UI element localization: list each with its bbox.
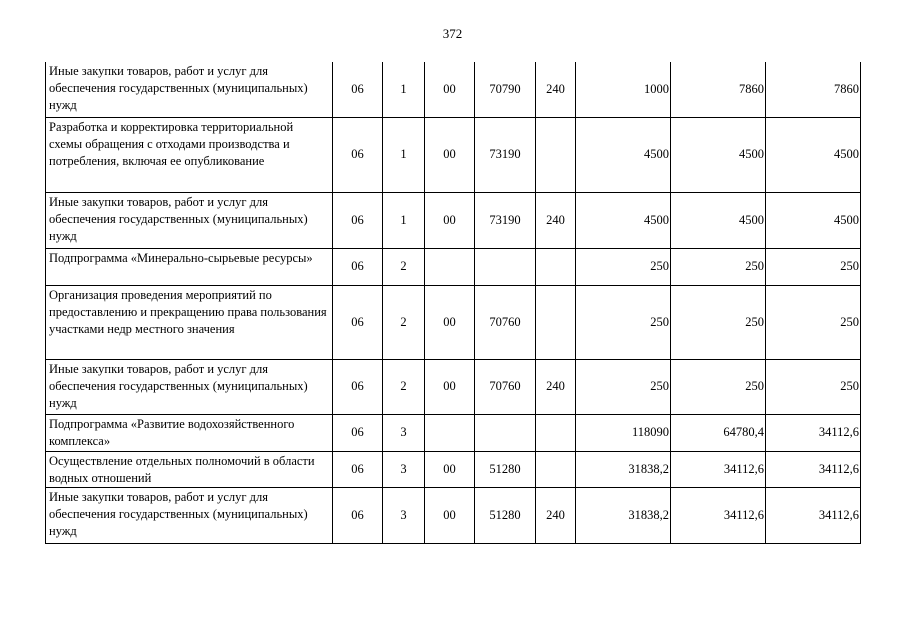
row-name: Иные закупки товаров, работ и услуг для обеспечения государственных (муниципальных) нужд <box>46 192 333 248</box>
sum-year-2: 250 <box>671 285 766 359</box>
subsection-code: 3 <box>383 414 425 451</box>
target-code <box>475 414 536 451</box>
sum-year-1: 250 <box>576 248 671 285</box>
subsection-code: 3 <box>383 451 425 487</box>
row-name: Иные закупки товаров, работ и услуг для обеспечения государственных (муниципальных) нужд <box>46 359 333 414</box>
table-row <box>46 285 861 359</box>
expense-type-code <box>536 248 576 285</box>
table-row <box>46 487 861 543</box>
target-code: 73190 <box>475 117 536 192</box>
sum-year-3: 4500 <box>766 117 861 192</box>
sum-year-2: 7860 <box>671 62 766 117</box>
section-code: 06 <box>333 451 383 487</box>
program-code: 00 <box>425 285 475 359</box>
sum-year-3: 7860 <box>766 62 861 117</box>
target-code: 70760 <box>475 359 536 414</box>
expense-type-code: 240 <box>536 359 576 414</box>
expense-type-code <box>536 451 576 487</box>
section-code: 06 <box>333 414 383 451</box>
target-code <box>475 248 536 285</box>
sum-year-2: 34112,6 <box>671 451 766 487</box>
row-name: Подпрограмма «Минерально-сырьевые ресурсы» <box>46 248 333 285</box>
table-row <box>46 62 861 117</box>
sum-year-2: 250 <box>671 359 766 414</box>
sum-year-1: 4500 <box>576 117 671 192</box>
expense-type-code: 240 <box>536 487 576 543</box>
target-code: 70790 <box>475 62 536 117</box>
page-number: 372 <box>442 26 463 41</box>
sum-year-1: 250 <box>576 359 671 414</box>
subsection-code: 3 <box>383 487 425 543</box>
sum-year-1: 31838,2 <box>576 487 671 543</box>
program-code: 00 <box>425 451 475 487</box>
program-code: 00 <box>425 117 475 192</box>
sum-year-1: 118090 <box>576 414 671 451</box>
row-name: Иные закупки товаров, работ и услуг для обеспечения государственных (муниципальных) нужд <box>46 62 333 117</box>
target-code: 73190 <box>475 192 536 248</box>
table-row <box>46 414 861 451</box>
sum-year-2: 4500 <box>671 192 766 248</box>
expense-type-code <box>536 285 576 359</box>
program-code <box>425 414 475 451</box>
row-name: Подпрограмма «Развитие водохозяйственного комплекса» <box>46 414 333 451</box>
section-code: 06 <box>333 192 383 248</box>
table-row <box>46 117 861 192</box>
subsection-code: 2 <box>383 359 425 414</box>
sum-year-1: 1000 <box>576 62 671 117</box>
subsection-code: 1 <box>383 192 425 248</box>
sum-year-1: 4500 <box>576 192 671 248</box>
row-name: Организация проведения мероприятий по предоставлению и прекращению права пользования участками недр местного значения <box>46 285 333 359</box>
sum-year-3: 250 <box>766 248 861 285</box>
row-name: Иные закупки товаров, работ и услуг для обеспечения государственных (муниципальных) нужд <box>46 487 333 543</box>
expense-type-code: 240 <box>536 192 576 248</box>
sum-year-3: 34112,6 <box>766 451 861 487</box>
row-name: Разработка и корректировка территориальной схемы обращения с отходами производства и потребления, включая ее опубликование <box>46 117 333 192</box>
section-code: 06 <box>333 117 383 192</box>
sum-year-1: 250 <box>576 285 671 359</box>
program-code: 00 <box>425 359 475 414</box>
table-row <box>46 192 861 248</box>
table-row <box>46 451 861 487</box>
section-code: 06 <box>333 359 383 414</box>
subsection-code: 1 <box>383 62 425 117</box>
program-code <box>425 248 475 285</box>
row-name: Осуществление отдельных полномочий в области водных отношений <box>46 451 333 487</box>
subsection-code: 2 <box>383 285 425 359</box>
sum-year-3: 250 <box>766 359 861 414</box>
subsection-code: 2 <box>383 248 425 285</box>
sum-year-3: 34112,6 <box>766 487 861 543</box>
sum-year-3: 250 <box>766 285 861 359</box>
section-code: 06 <box>333 62 383 117</box>
expense-type-code: 240 <box>536 62 576 117</box>
sum-year-2: 250 <box>671 248 766 285</box>
budget-table <box>45 62 861 544</box>
subsection-code: 1 <box>383 117 425 192</box>
section-code: 06 <box>333 248 383 285</box>
table-row <box>46 359 861 414</box>
sum-year-1: 31838,2 <box>576 451 671 487</box>
sum-year-2: 34112,6 <box>671 487 766 543</box>
sum-year-2: 64780,4 <box>671 414 766 451</box>
target-code: 51280 <box>475 451 536 487</box>
expense-type-code <box>536 414 576 451</box>
expense-type-code <box>536 117 576 192</box>
table-row <box>46 248 861 285</box>
sum-year-3: 34112,6 <box>766 414 861 451</box>
sum-year-3: 4500 <box>766 192 861 248</box>
sum-year-2: 4500 <box>671 117 766 192</box>
section-code: 06 <box>333 487 383 543</box>
program-code: 00 <box>425 487 475 543</box>
section-code: 06 <box>333 285 383 359</box>
target-code: 51280 <box>475 487 536 543</box>
target-code: 70760 <box>475 285 536 359</box>
program-code: 00 <box>425 192 475 248</box>
program-code: 00 <box>425 62 475 117</box>
